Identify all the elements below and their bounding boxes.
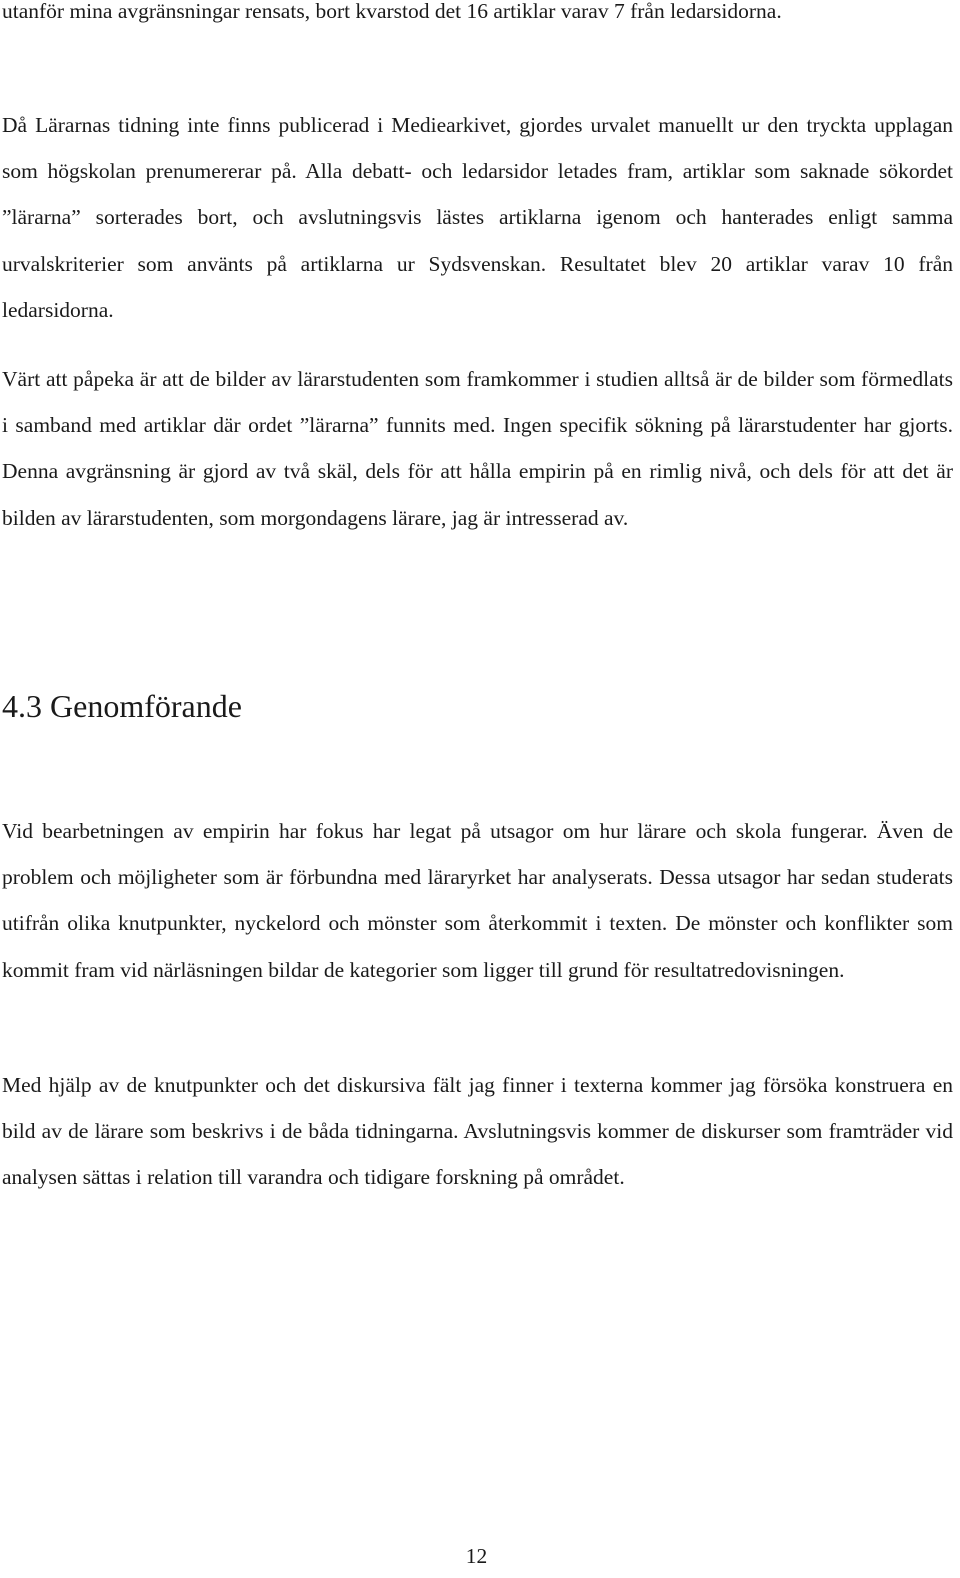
paragraph-delimitation: Värt att påpeka är att de bilder av lärarstudenten som framkommer i studien alltså är de bilder som förmedlats i samband med artiklar där ordet ”lärarna” funnits med. Ingen specifik sökning på lärarstudenter har gjorts. Denna avgränsning är gjord av två skäl, dels för att hålla empirin på en rimlig nivå, och dels för att det är bilden av lärarstudenten, som morgondagens lärare, jag är intresserad av. — [2, 367, 953, 530]
page-number: 12 — [465, 1544, 488, 1568]
section-heading: 4.3 Genomförande — [2, 688, 242, 724]
paragraph-analysis: Med hjälp av de knutpunkter och det diskursiva fält jag finner i texterna kommer jag försöka konstruera en bild av de lärare som beskrivs i de båda tidningarna. Avslutningsvis kommer de diskurser som framträder vid analysen sättas i relation till varandra och tidigare forskning på området. — [2, 1073, 953, 1190]
paragraph-lararnas-tidning: Då Lärarnas tidning inte finns publicerad i Mediearkivet, gjordes urvalet manuellt ur den tryckta upplagan som högskolan prenumererar på. Alla debatt- och ledarsidor letades fram, artiklar som saknade sökordet ”lärarna” sorterades bort, och avslutningsvis lästes artiklarna igenom och hanterades enligt samma urvalskriterier som använts på artiklarna ur Sydsvenskan. Resultatet blev 20 artiklar varav 10 från ledarsidorna. — [2, 113, 953, 322]
paragraph-selection-summary: utanför mina avgränsningar rensats, bort kvarstod det 16 artiklar varav 7 från ledarsidorna. — [2, 0, 782, 23]
paragraph-processing: Vid bearbetningen av empirin har fokus har legat på utsagor om hur lärare och skola fungerar. Även de problem och möjligheter som är förbundna med läraryrket har analyserats. Dessa utsagor har sedan studerats utifrån olika knutpunkter, nyckelord och mönster som återkommit i texten. De mönster och konflikter som kommit fram vid närläsningen bildar de kategorier som ligger till grund för resultatredovisningen. — [2, 819, 953, 982]
